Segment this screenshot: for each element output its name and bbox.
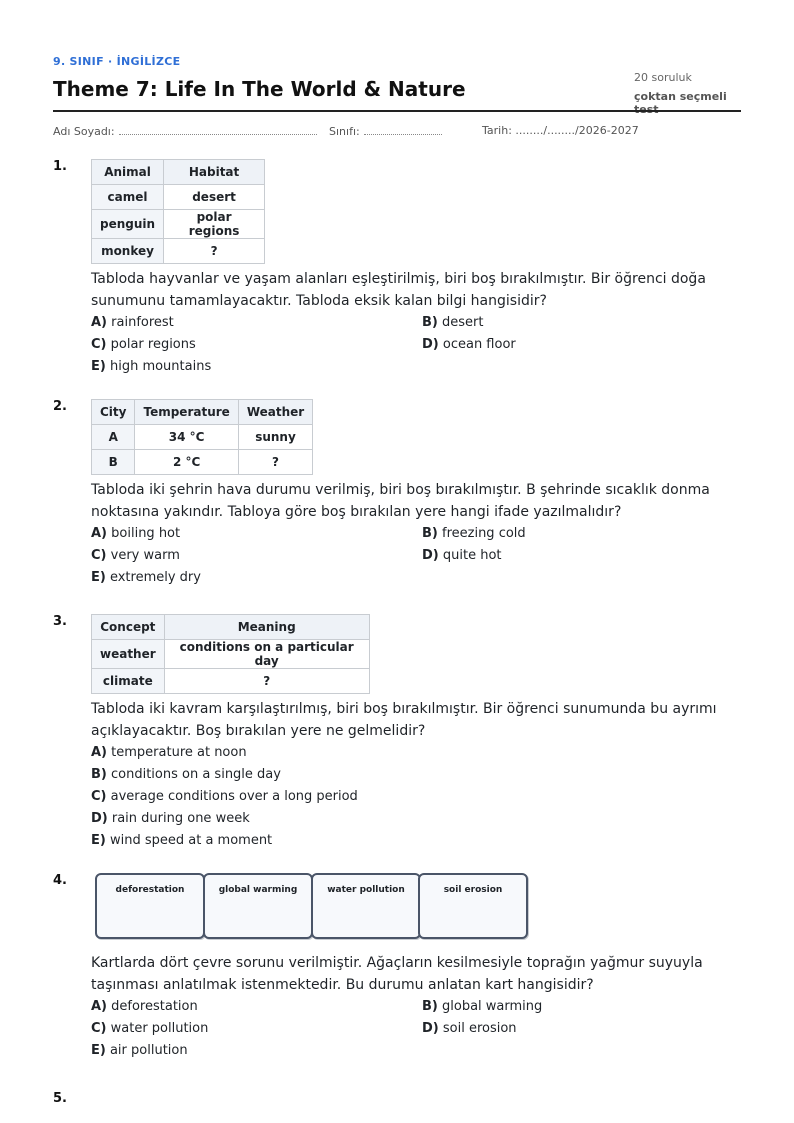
table-cell: monkey — [92, 239, 164, 264]
option-a[interactable] — [91, 745, 247, 760]
option-text: conditions on a single day — [111, 767, 281, 782]
class-field[interactable] — [329, 124, 442, 138]
option-d[interactable] — [91, 811, 250, 826]
option-b[interactable] — [422, 999, 542, 1014]
question-stem: Tabloda iki şehrin hava durumu verilmiş, biri boş bırakılmıştır. B şehrinde sıcaklık donma noktasına yakındır. Tabloya göre boş bırakılan yere hangi ifade yazılmalıdır? — [91, 482, 710, 520]
option-a[interactable] — [91, 526, 180, 541]
option-text: water pollution — [110, 1021, 209, 1036]
table-cell: desert — [164, 185, 265, 210]
option-letter: E) — [91, 359, 106, 374]
option-letter: A) — [91, 745, 108, 760]
card-water-pollution — [311, 873, 421, 939]
option-letter: D) — [91, 811, 108, 826]
option-letter: D) — [422, 548, 439, 563]
table-cell: B — [92, 450, 135, 475]
option-c[interactable] — [91, 1021, 208, 1036]
card-label: deforestation — [115, 885, 185, 895]
name-field[interactable] — [53, 124, 317, 138]
option-e[interactable] — [91, 359, 211, 374]
option-letter: B) — [91, 767, 107, 782]
option-letter: E) — [91, 570, 106, 585]
card-label: global warming — [218, 885, 298, 895]
card-global-warming — [203, 873, 313, 939]
option-letter: C) — [91, 548, 107, 563]
option-letter: B) — [422, 315, 438, 330]
question-stem: Tabloda hayvanlar ve yaşam alanları eşleştirilmiş, biri boş bırakılmıştır. Bir öğrenci doğa sunumunu tamamlayacaktır. Tabloda eksik kalan bilgi hangisidir? — [91, 271, 706, 309]
card-soil-erosion — [418, 873, 528, 939]
option-text: deforestation — [111, 999, 198, 1014]
option-text: air pollution — [109, 1043, 188, 1058]
option-d[interactable] — [422, 548, 502, 563]
question-number: 1. — [53, 159, 67, 174]
table-cell: ? — [164, 669, 369, 694]
option-letter: D) — [422, 337, 439, 352]
problem-cards — [91, 873, 531, 939]
option-b[interactable] — [422, 526, 526, 541]
table-header: City — [92, 400, 135, 425]
question-number: 5. — [53, 1091, 67, 1106]
option-text: very warm — [110, 548, 180, 563]
class-label: Sınıfı: — [329, 125, 360, 138]
option-letter: A) — [91, 526, 108, 541]
option-text: ocean floor — [442, 337, 516, 352]
table-cell: penguin — [92, 210, 164, 239]
option-c[interactable] — [91, 337, 196, 352]
subject-label: 9. SINIF · İNGİLİZCE — [53, 55, 181, 68]
date-label: Tarih: ......../......../2026-2027 — [482, 124, 639, 137]
option-e[interactable] — [91, 833, 272, 848]
option-letter: B) — [422, 999, 438, 1014]
question-stem: Kartlarda dört çevre sorunu verilmiştir. Ağaçların kesilmesiyle toprağın yağmur suyuyla taşınması anlatılmak istenmektedir. Bu durumu anlatan kart hangisidir? — [91, 955, 703, 993]
table-cell: A — [92, 425, 135, 450]
table-header: Concept — [92, 615, 165, 640]
option-text: high mountains — [109, 359, 212, 374]
name-blank[interactable] — [119, 124, 317, 135]
option-text: boiling hot — [111, 526, 181, 541]
option-letter: C) — [91, 1021, 107, 1036]
question-number: 3. — [53, 614, 67, 629]
table-header: Weather — [238, 400, 312, 425]
card-deforestation — [95, 873, 205, 939]
table-cell: 34 °C — [135, 425, 238, 450]
option-letter: B) — [422, 526, 438, 541]
option-b[interactable] — [422, 315, 483, 330]
option-e[interactable] — [91, 1043, 188, 1058]
answer-options — [91, 315, 741, 381]
option-d[interactable] — [422, 337, 516, 352]
name-label: Adı Soyadı: — [53, 125, 115, 138]
option-text: desert — [442, 315, 484, 330]
option-text: polar regions — [110, 337, 196, 352]
table-cell: ? — [238, 450, 312, 475]
table-cell: camel — [92, 185, 164, 210]
option-text: global warming — [442, 999, 543, 1014]
table-cell: 2 °C — [135, 450, 238, 475]
option-letter: A) — [91, 999, 108, 1014]
page-title: Theme 7: Life In The World & Nature — [53, 77, 466, 101]
header-divider — [53, 110, 741, 112]
answer-options — [91, 745, 741, 855]
table-cell: sunny — [238, 425, 312, 450]
option-text: rain during one week — [111, 811, 250, 826]
question-count: 20 soruluk — [634, 71, 692, 84]
option-a[interactable] — [91, 315, 174, 330]
question-table — [91, 614, 370, 694]
answer-options — [91, 526, 741, 592]
card-label: soil erosion — [443, 885, 503, 895]
question-table — [91, 159, 265, 264]
option-e[interactable] — [91, 570, 201, 585]
option-letter: C) — [91, 789, 107, 804]
option-text: freezing cold — [442, 526, 526, 541]
table-cell: weather — [92, 640, 165, 669]
class-blank[interactable] — [364, 124, 442, 135]
table-header: Animal — [92, 160, 164, 185]
table-cell: polar regions — [164, 210, 265, 239]
option-letter: E) — [91, 1043, 106, 1058]
option-text: average conditions over a long period — [110, 789, 358, 804]
option-a[interactable] — [91, 999, 198, 1014]
table-header: Temperature — [135, 400, 238, 425]
question-number: 4. — [53, 873, 67, 888]
table-header: Habitat — [164, 160, 265, 185]
question-stem: Tabloda iki kavram karşılaştırılmış, biri boş bırakılmıştır. Bir öğrenci sunumunda bu ayrımı açıklayacaktır. Boş bırakılan yere ne gelmelidir? — [91, 701, 717, 739]
option-text: soil erosion — [442, 1021, 517, 1036]
table-cell: climate — [92, 669, 165, 694]
question-number: 2. — [53, 399, 67, 414]
option-c[interactable] — [91, 548, 180, 563]
option-letter: E) — [91, 833, 106, 848]
option-letter: C) — [91, 337, 107, 352]
option-text: quite hot — [442, 548, 502, 563]
card-label: water pollution — [327, 885, 405, 895]
date-field[interactable] — [482, 124, 639, 137]
option-text: rainforest — [111, 315, 174, 330]
option-letter: A) — [91, 315, 108, 330]
table-cell: conditions on a particular day — [164, 640, 369, 669]
option-c[interactable] — [91, 789, 358, 804]
test-type: çoktan seçmeli — [634, 90, 727, 103]
option-text: extremely dry — [109, 570, 201, 585]
option-b[interactable] — [91, 767, 281, 782]
question-table — [91, 399, 313, 475]
table-header: Meaning — [164, 615, 369, 640]
option-d[interactable] — [422, 1021, 517, 1036]
option-text: wind speed at a moment — [109, 833, 273, 848]
table-cell: ? — [164, 239, 265, 264]
option-letter: D) — [422, 1021, 439, 1036]
option-text: temperature at noon — [111, 745, 247, 760]
answer-options — [91, 999, 741, 1065]
